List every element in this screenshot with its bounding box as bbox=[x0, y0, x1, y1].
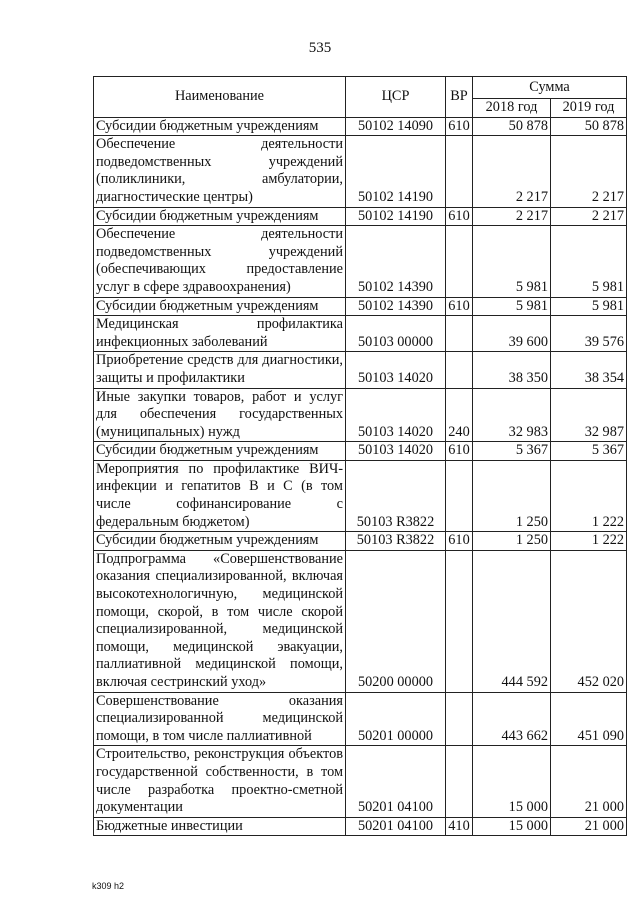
row-csr: 50103 14020 bbox=[346, 352, 446, 388]
table-body bbox=[94, 117, 627, 836]
row-amount-2019: 38 354 bbox=[551, 352, 627, 388]
table-row bbox=[94, 352, 627, 388]
table-row bbox=[94, 316, 627, 352]
row-vr bbox=[446, 316, 473, 352]
row-csr: 50102 14390 bbox=[346, 226, 446, 297]
row-name: Подпрограмма «Совершенствование оказания специализированной, включая высокотехнологичную, медицинской помощи, скорой, в том числе скорой специализированной, медицинской помощи, медицинской эвакуации, паллиативной медицинской помощи, включая сестринский уход» bbox=[94, 550, 346, 692]
row-vr: 610 bbox=[446, 442, 473, 461]
row-name: Субсидии бюджетным учреждениям bbox=[94, 297, 346, 316]
row-vr bbox=[446, 352, 473, 388]
row-name: Обеспечение деятельности подведомственных учреждений (обеспечивающих предоставление услуг в сфере здравоохранения) bbox=[94, 226, 346, 297]
row-amount-2018: 2 217 bbox=[473, 136, 551, 207]
row-name: Медицинская профилактика инфекционных заболеваний bbox=[94, 316, 346, 352]
page-number: 535 bbox=[308, 40, 332, 56]
row-csr: 50201 04100 bbox=[346, 746, 446, 817]
table-row bbox=[94, 388, 627, 442]
row-name: Мероприятия по профилактике ВИЧ-инфекции и гепатитов В и С (в том числе софинансирование с федеральным бюджетом) bbox=[94, 460, 346, 531]
header-vr: ВР bbox=[446, 77, 473, 118]
table-row bbox=[94, 226, 627, 297]
row-name: Обеспечение деятельности подведомственных учреждений (поликлиники, амбулатории, диагностические центры) bbox=[94, 136, 346, 207]
table-row bbox=[94, 460, 627, 531]
row-name: Субсидии бюджетным учреждениям bbox=[94, 117, 346, 136]
row-amount-2019: 5 981 bbox=[551, 226, 627, 297]
row-vr: 410 bbox=[446, 817, 473, 836]
table-row bbox=[94, 297, 627, 316]
header-year-2018: 2018 год bbox=[473, 99, 551, 118]
header-sum: Сумма bbox=[473, 77, 627, 99]
table-row bbox=[94, 136, 627, 207]
header-csr: ЦСР bbox=[346, 77, 446, 118]
row-amount-2019: 1 222 bbox=[551, 460, 627, 531]
row-vr bbox=[446, 136, 473, 207]
row-amount-2018: 15 000 bbox=[473, 817, 551, 836]
row-amount-2019: 2 217 bbox=[551, 136, 627, 207]
row-csr: 50103 R3822 bbox=[346, 460, 446, 531]
row-name: Бюджетные инвестиции bbox=[94, 817, 346, 836]
row-csr: 50201 04100 bbox=[346, 817, 446, 836]
row-amount-2019: 5 981 bbox=[551, 297, 627, 316]
table-row bbox=[94, 817, 627, 836]
row-csr: 50201 00000 bbox=[346, 692, 446, 746]
row-amount-2019: 39 576 bbox=[551, 316, 627, 352]
row-vr: 240 bbox=[446, 388, 473, 442]
row-csr: 50102 14190 bbox=[346, 136, 446, 207]
row-amount-2018: 5 367 bbox=[473, 442, 551, 461]
row-csr: 50103 R3822 bbox=[346, 532, 446, 551]
footer-code: k309 h2 bbox=[92, 881, 125, 891]
row-amount-2019: 2 217 bbox=[551, 207, 627, 226]
row-amount-2019: 21 000 bbox=[551, 746, 627, 817]
row-amount-2018: 15 000 bbox=[473, 746, 551, 817]
row-amount-2018: 50 878 bbox=[473, 117, 551, 136]
table-row bbox=[94, 117, 627, 136]
row-vr bbox=[446, 692, 473, 746]
row-amount-2018: 444 592 bbox=[473, 550, 551, 692]
table-row bbox=[94, 746, 627, 817]
table-row bbox=[94, 207, 627, 226]
row-amount-2018: 443 662 bbox=[473, 692, 551, 746]
row-amount-2018: 1 250 bbox=[473, 460, 551, 531]
row-name: Совершенствование оказания специализированной медицинской помощи, в том числе паллиативной bbox=[94, 692, 346, 746]
row-csr: 50103 14020 bbox=[346, 442, 446, 461]
table-row bbox=[94, 550, 627, 692]
row-vr: 610 bbox=[446, 207, 473, 226]
row-name: Строительство, реконструкция объектов государственной собственности, в том числе разработка проектно-сметной документации bbox=[94, 746, 346, 817]
row-csr: 50103 00000 bbox=[346, 316, 446, 352]
row-csr: 50102 14090 bbox=[346, 117, 446, 136]
row-amount-2019: 451 090 bbox=[551, 692, 627, 746]
row-amount-2018: 32 983 bbox=[473, 388, 551, 442]
row-amount-2019: 5 367 bbox=[551, 442, 627, 461]
row-csr: 50102 14390 bbox=[346, 297, 446, 316]
row-amount-2018: 39 600 bbox=[473, 316, 551, 352]
row-name: Приобретение средств для диагностики, защиты и профилактики bbox=[94, 352, 346, 388]
row-name: Субсидии бюджетным учреждениям bbox=[94, 532, 346, 551]
row-vr bbox=[446, 550, 473, 692]
budget-table bbox=[93, 76, 627, 836]
table-row bbox=[94, 532, 627, 551]
row-vr bbox=[446, 226, 473, 297]
row-amount-2019: 452 020 bbox=[551, 550, 627, 692]
row-vr: 610 bbox=[446, 117, 473, 136]
row-amount-2019: 50 878 bbox=[551, 117, 627, 136]
row-csr: 50200 00000 bbox=[346, 550, 446, 692]
table-row bbox=[94, 692, 627, 746]
row-amount-2018: 38 350 bbox=[473, 352, 551, 388]
header-year-2019: 2019 год bbox=[551, 99, 627, 118]
row-vr bbox=[446, 746, 473, 817]
row-name: Субсидии бюджетным учреждениям bbox=[94, 442, 346, 461]
table-header bbox=[94, 77, 627, 118]
row-name: Иные закупки товаров, работ и услуг для обеспечения государственных (муниципальных) нужд bbox=[94, 388, 346, 442]
row-amount-2019: 21 000 bbox=[551, 817, 627, 836]
row-amount-2018: 5 981 bbox=[473, 226, 551, 297]
row-amount-2018: 2 217 bbox=[473, 207, 551, 226]
row-name: Субсидии бюджетным учреждениям bbox=[94, 207, 346, 226]
row-csr: 50102 14190 bbox=[346, 207, 446, 226]
row-amount-2019: 32 987 bbox=[551, 388, 627, 442]
row-csr: 50103 14020 bbox=[346, 388, 446, 442]
row-vr: 610 bbox=[446, 297, 473, 316]
table-row bbox=[94, 442, 627, 461]
row-amount-2019: 1 222 bbox=[551, 532, 627, 551]
row-amount-2018: 5 981 bbox=[473, 297, 551, 316]
header-name: Наименование bbox=[94, 77, 346, 118]
row-vr: 610 bbox=[446, 532, 473, 551]
row-vr bbox=[446, 460, 473, 531]
row-amount-2018: 1 250 bbox=[473, 532, 551, 551]
